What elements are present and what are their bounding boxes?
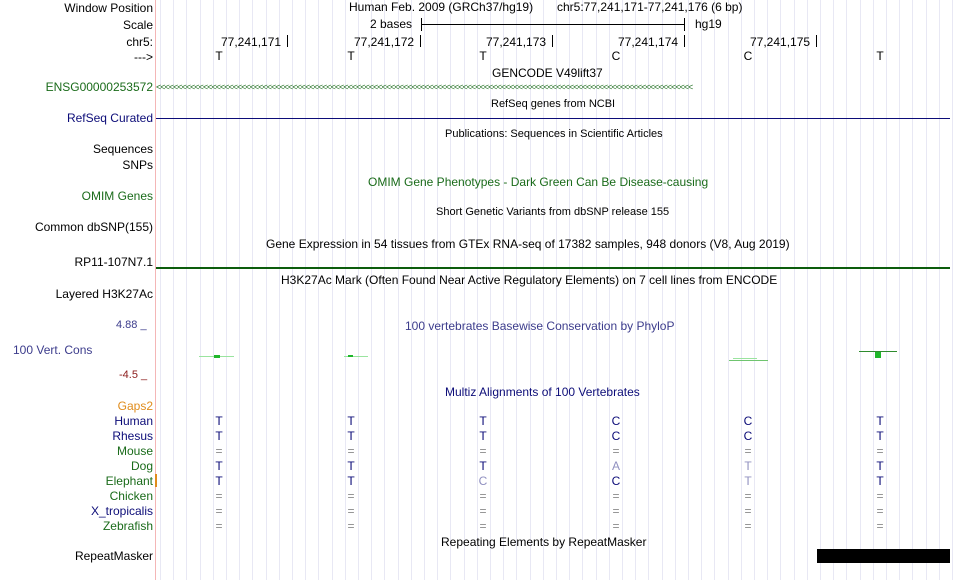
ruler-tick — [420, 35, 421, 47]
species-label[interactable]: Elephant — [105, 474, 153, 488]
alignment-base: C — [611, 429, 621, 443]
scale-db: hg19 — [695, 17, 722, 31]
assembly-title: Human Feb. 2009 (GRCh37/hg19) — [349, 0, 534, 14]
alignment-base: T — [479, 429, 487, 443]
h3k27ac-label[interactable]: Layered H3K27Ac — [55, 287, 153, 301]
alignment-base: = — [876, 444, 884, 458]
dbsnp-title[interactable]: Short Genetic Variants from dbSNP release 155 — [436, 206, 670, 218]
ruler-coordinate: 77,241,173 — [486, 35, 547, 49]
alignment-base: T — [744, 474, 752, 488]
alignment-base: = — [215, 489, 223, 503]
alignment-base: C — [611, 474, 621, 488]
alignment-base: = — [479, 519, 487, 533]
gencode-gene-label[interactable]: ENSG00000253572 — [45, 80, 153, 94]
chrom-label[interactable]: chr5: — [126, 35, 153, 49]
alignment-base: T — [876, 474, 884, 488]
scale-label: Scale — [122, 18, 153, 32]
species-label[interactable]: Mouse — [116, 444, 153, 458]
alignment-base: = — [479, 489, 487, 503]
dbsnp-label[interactable]: Common dbSNP(155) — [34, 220, 153, 234]
alignment-base: T — [215, 414, 223, 428]
ruler-coordinate: 77,241,172 — [354, 35, 415, 49]
alignment-base: T — [347, 459, 355, 473]
phylop-label[interactable]: 100 Vert. Cons — [13, 343, 93, 357]
phylop-min-label: -4.5 _ — [119, 369, 148, 381]
alignment-base: T — [479, 414, 487, 428]
alignment-base: T — [215, 459, 223, 473]
sequence-base: T — [215, 49, 223, 63]
ruler-tick — [684, 35, 685, 47]
alignment-base: = — [215, 444, 223, 458]
alignment-base: = — [612, 444, 620, 458]
snps-label[interactable]: SNPs — [122, 158, 153, 172]
sequence-base: T — [479, 49, 487, 63]
omim-label[interactable]: OMIM Genes — [81, 189, 153, 203]
strand-label[interactable]: ---> — [134, 50, 153, 64]
alignment-base: C — [743, 414, 753, 428]
sequences-label[interactable]: Sequences — [92, 142, 153, 156]
species-label[interactable]: X_tropicalis — [90, 504, 153, 518]
alignment-base: = — [744, 489, 752, 503]
alignment-base: = — [215, 519, 223, 533]
gencode-gene-feature[interactable]: <<<<<<<<<<<<<<<<<<<<<<<<<<<<<<<<<<<<<<<<<<<<<<<<<<<<<<<<<<<<<<<<<<<<<<<<<<<<<<<<<<<<<<<<<<<<<<<<<<<<<<<<<<<<<<<<<<<<<<<<<<<<<< — [156, 82, 693, 92]
phylop-signal-segment — [729, 360, 768, 361]
sequence-base: T — [347, 49, 355, 63]
species-label[interactable]: Human — [114, 414, 153, 428]
sequence-base: T — [876, 49, 884, 63]
repeatmasker-title[interactable]: Repeating Elements by RepeatMasker — [441, 535, 647, 549]
alignment-base: T — [876, 429, 884, 443]
gencode-title[interactable]: GENCODE V49lift37 — [492, 66, 603, 80]
multiz-title[interactable]: Multiz Alignments of 100 Vertebrates — [445, 385, 640, 399]
alignment-base: = — [612, 519, 620, 533]
alignment-base: C — [743, 429, 753, 443]
alignment-base: = — [479, 504, 487, 518]
alignment-base: T — [876, 459, 884, 473]
ruler-coordinate: 77,241,174 — [618, 35, 679, 49]
refseq-title[interactable]: RefSeq genes from NCBI — [491, 98, 616, 110]
gaps-label[interactable]: Gaps2 — [117, 399, 153, 413]
window-position-label: Window Position — [64, 1, 153, 15]
scale-bar-end — [684, 18, 685, 31]
ruler-coordinate: 77,241,175 — [750, 35, 811, 49]
repeatmasker-label[interactable]: RepeatMasker — [74, 549, 153, 563]
alignment-base: T — [479, 459, 487, 473]
phylop-title[interactable]: 100 vertebrates Basewise Conservation by PhyloP — [405, 319, 675, 333]
species-label[interactable]: Zebrafish — [102, 519, 153, 533]
refseq-label[interactable]: RefSeq Curated — [66, 111, 153, 125]
phylop-signal-peak — [348, 355, 353, 357]
alignment-base: C — [478, 474, 488, 488]
alignment-base: T — [347, 429, 355, 443]
sequence-base: C — [611, 49, 621, 63]
alignment-base: = — [612, 504, 620, 518]
alignment-base: T — [347, 474, 355, 488]
phylop-signal-segment — [733, 358, 757, 359]
alignment-base: = — [876, 519, 884, 533]
publications-title[interactable]: Publications: Sequences in Scientific Articles — [445, 128, 663, 140]
gtex-gene-label[interactable]: RP11-107N7.1 — [74, 255, 153, 269]
ruler-coordinate: 77,241,171 — [221, 35, 282, 49]
alignment-base: T — [215, 474, 223, 488]
ruler-tick — [552, 35, 553, 47]
phylop-signal-peak — [214, 355, 220, 358]
alignment-base: = — [347, 444, 355, 458]
refseq-gene-feature[interactable] — [156, 118, 950, 119]
position-title[interactable]: chr5:77,241,171-77,241,176 (6 bp) — [557, 0, 743, 14]
alignment-base: = — [744, 504, 752, 518]
alignment-base: C — [611, 414, 621, 428]
alignment-base: T — [744, 459, 752, 473]
sequence-base: C — [743, 49, 753, 63]
alignment-base: = — [876, 489, 884, 503]
alignment-base: T — [876, 414, 884, 428]
species-label[interactable]: Rhesus — [112, 429, 153, 443]
scale-text: 2 bases — [370, 17, 413, 31]
alignment-base: = — [347, 504, 355, 518]
repeat-element[interactable] — [817, 549, 950, 563]
h3k27ac-title[interactable]: H3K27Ac Mark (Often Found Near Active Regulatory Elements) on 7 cell lines from ENCODE — [281, 273, 778, 287]
alignment-base: = — [479, 444, 487, 458]
alignment-base: A — [611, 459, 620, 473]
alignment-base: = — [744, 519, 752, 533]
alignment-base: T — [347, 414, 355, 428]
alignment-base: = — [215, 504, 223, 518]
alignment-base: = — [347, 489, 355, 503]
gtex-title[interactable]: Gene Expression in 54 tissues from GTEx RNA-seq of 17382 samples, 948 donors (V8, Aug 2019) — [266, 237, 790, 251]
species-label[interactable]: Chicken — [109, 489, 153, 503]
ruler-tick — [287, 35, 288, 47]
omim-title[interactable]: OMIM Gene Phenotypes - Dark Green Can Be Disease-causing — [368, 175, 709, 189]
gap-marker — [155, 474, 157, 487]
phylop-signal-peak — [875, 352, 881, 358]
species-label[interactable]: Dog — [130, 459, 153, 473]
alignment-base: = — [612, 489, 620, 503]
alignment-base: = — [744, 444, 752, 458]
scale-bar — [421, 24, 684, 25]
gtex-gene-feature[interactable] — [156, 267, 950, 269]
alignment-base: = — [347, 519, 355, 533]
alignment-base: T — [215, 429, 223, 443]
phylop-max-label: 4.88 _ — [116, 319, 147, 331]
ruler-tick — [816, 35, 817, 47]
alignment-base: = — [876, 504, 884, 518]
